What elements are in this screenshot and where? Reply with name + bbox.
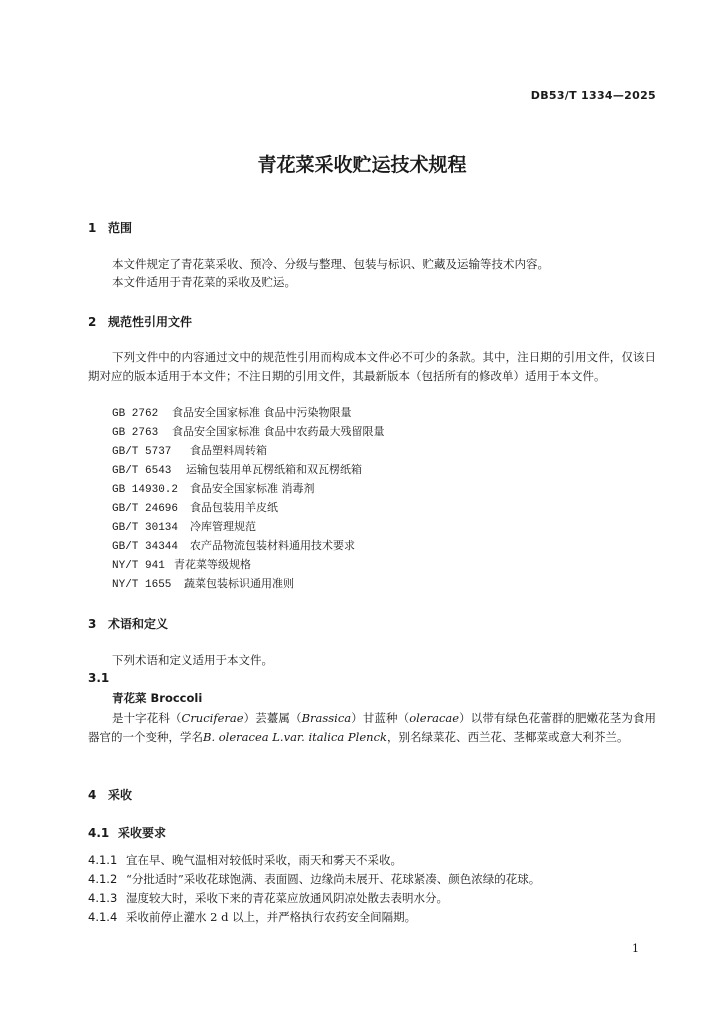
reference-title: 蔬菜包装标识通用准则 xyxy=(184,577,294,590)
reference-item xyxy=(112,537,355,553)
reference-code: GB/T 34344 xyxy=(112,541,179,553)
document-id: DB53/T 1334—2025 xyxy=(530,89,656,102)
reference-code: GB/T 30134 xyxy=(112,522,179,534)
page-number: 1 xyxy=(632,942,639,955)
clause-number: 4.1.2 xyxy=(88,872,118,886)
paragraph: 下列术语和定义适用于本文件。 xyxy=(112,653,273,667)
reference-item xyxy=(112,499,278,515)
clause-item xyxy=(88,852,402,868)
section-2-heading xyxy=(88,313,192,330)
section-number: 2 xyxy=(88,315,97,329)
reference-title: 冷库管理规范 xyxy=(190,520,256,533)
reference-item xyxy=(112,575,294,591)
reference-code: NY/T 941 xyxy=(112,560,165,572)
clause-item xyxy=(88,909,416,925)
section-number: 4 xyxy=(88,788,97,802)
clause-number: 4.1.1 xyxy=(88,853,118,867)
genus-name: Brassica xyxy=(301,711,352,725)
reference-code: NY/T 1655 xyxy=(112,579,172,591)
scientific-name: B. oleracea L.var. italica Plenck xyxy=(203,730,387,744)
species-name: oleracae xyxy=(409,711,460,725)
definition-text: 是十字花科（ xyxy=(112,711,182,725)
reference-code: GB 2763 xyxy=(112,427,159,439)
section-title: 采收 xyxy=(108,788,133,802)
clause-text: 采收前停止灌水 2 d 以上，并严格执行农药安全间隔期。 xyxy=(126,910,417,924)
section-number: 1 xyxy=(88,221,97,235)
clause-number: 4.1.4 xyxy=(88,910,118,924)
section-4-heading xyxy=(88,786,132,803)
section-number: 3 xyxy=(88,617,97,631)
paragraph: 本文件规定了青花菜采收、预冷、分级与整理、包装与标识、贮藏及运输等技术内容。 xyxy=(112,257,549,271)
reference-title: 农产品物流包装材料通用技术要求 xyxy=(190,539,355,552)
reference-item xyxy=(112,423,385,439)
subsection-number: 4.1 xyxy=(88,826,110,840)
reference-title: 食品安全国家标准 食品中污染物限量 xyxy=(172,406,352,419)
section-title: 范围 xyxy=(108,221,133,235)
reference-item xyxy=(112,461,362,477)
definition-text: ）芸薹属（ xyxy=(243,711,302,725)
reference-item xyxy=(112,556,251,572)
page-title: 青花菜采收贮运技术规程 xyxy=(257,154,467,176)
family-name: Cruciferae xyxy=(181,711,244,725)
section-1-heading xyxy=(88,219,132,236)
clause-number: 4.1.3 xyxy=(88,891,118,905)
reference-item xyxy=(112,518,256,534)
reference-title: 食品塑料周转箱 xyxy=(190,444,267,457)
definition-text: ，别名绿菜花、西兰花、茎椰菜或意大利芥兰。 xyxy=(386,730,629,744)
clause-text: 宜在早、晚气温相对较低时采收，雨天和雾天不采收。 xyxy=(126,853,402,867)
reference-title: 青花菜等级规格 xyxy=(174,558,251,571)
reference-item xyxy=(112,404,352,420)
reference-item xyxy=(112,480,315,496)
reference-code: GB/T 6543 xyxy=(112,465,172,477)
section-3-heading xyxy=(88,615,168,632)
reference-code: GB 2762 xyxy=(112,408,159,420)
section-title: 规范性引用文件 xyxy=(108,315,193,329)
subsection-heading xyxy=(88,824,166,841)
references-intro: 下列文件中的内容通过文中的规范性引用而构成本文件必不可少的条款。其中，注日期的引用文件，仅该日期对应的版本适用于本文件；不注日期的引用文件，其最新版本（包括所有的修改单）适用于本文件。 xyxy=(88,350,656,383)
clause-text: “分批适时”采收花球饱满、表面圆、边缘尚未展开、花球紧凑、颜色浓绿的花球。 xyxy=(126,872,541,886)
paragraph: 本文件适用于青花菜的采收及贮运。 xyxy=(112,275,296,289)
reference-title: 食品安全国家标准 消毒剂 xyxy=(190,482,315,495)
reference-title: 食品包装用羊皮纸 xyxy=(190,501,278,514)
clause-item xyxy=(88,890,448,906)
term-definition xyxy=(88,709,656,747)
reference-title: 食品安全国家标准 食品中农药最大残留限量 xyxy=(172,425,385,438)
term-number: 3.1 xyxy=(88,671,110,685)
reference-item xyxy=(112,442,267,458)
clause-text: 湿度较大时，采收下来的青花菜应放通风阴凉处散去表明水分。 xyxy=(126,891,448,905)
clause-item xyxy=(88,871,540,887)
reference-title: 运输包装用单瓦楞纸箱和双瓦楞纸箱 xyxy=(186,463,362,476)
definition-text: ）甘蓝种（ xyxy=(351,711,410,725)
reference-code: GB 14930.2 xyxy=(112,484,179,496)
definition-text: ）以带有绿色花蕾群的肥嫩花茎为食用器官的一个变种，学名 xyxy=(88,711,657,744)
reference-code: GB/T 24696 xyxy=(112,503,179,515)
subsection-title: 采收要求 xyxy=(118,826,167,840)
section-title: 术语和定义 xyxy=(108,617,169,631)
reference-code: GB/T 5737 xyxy=(112,446,172,458)
term-title: 青花菜 Broccoli xyxy=(112,691,203,705)
